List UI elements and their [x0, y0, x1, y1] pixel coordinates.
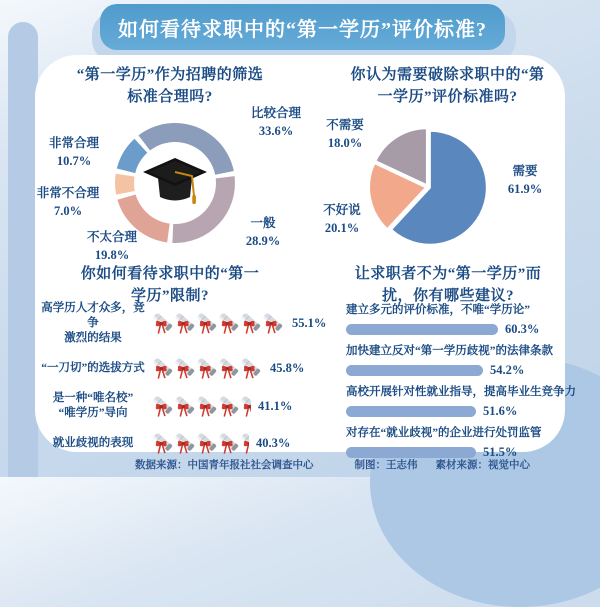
diploma-icon — [153, 355, 175, 382]
pictogram-row-1 — [38, 355, 330, 382]
diploma-icon — [241, 430, 249, 457]
bar-label: 高校开展针对性就业指导，提高毕业生竞争力 — [346, 386, 576, 398]
donut-label-butai-heli: 不太合理 19.8% — [86, 230, 137, 262]
pictogram-row-label: 就业歧视的表现 — [52, 437, 134, 449]
diploma-icon — [175, 310, 197, 337]
bar-row-1 — [346, 344, 564, 378]
title-banner — [100, 4, 505, 50]
bar-row-0 — [346, 303, 564, 337]
diploma-icon — [175, 393, 197, 420]
pictogram-chart-title: 你如何看待求职中的“第一 学历”限制? — [80, 266, 260, 304]
bar-fill — [346, 324, 498, 335]
pictogram-row-icons — [153, 310, 285, 337]
pictogram-row-3 — [38, 430, 330, 457]
pie-chart — [364, 123, 492, 251]
footer-material-source: 素材来源：视觉中心 — [435, 460, 530, 471]
footer — [135, 457, 530, 472]
pictogram-row-icons — [153, 430, 249, 457]
pie-label-buxuyao: 不需要 18.0% — [326, 118, 364, 150]
diploma-icon — [197, 355, 219, 382]
bar-label: 建立多元的评价标准，不唯“学历论” — [346, 304, 530, 316]
diploma-icon — [197, 430, 219, 457]
diploma-icon — [197, 393, 219, 420]
bar-value: 60.3% — [505, 322, 540, 336]
donut-label-yiban: 一般 28.9% — [245, 216, 281, 248]
pictogram-row-label: 是一种“唯名校” “唯学历”导向 — [52, 392, 134, 419]
diploma-icon — [219, 355, 241, 382]
bar-row-2 — [346, 385, 576, 419]
pictogram-row-icons — [153, 355, 263, 382]
diploma-icon — [241, 355, 263, 382]
bar-chart — [346, 303, 576, 467]
pictogram-row-value: 45.8% — [270, 361, 305, 375]
pictogram-chart — [38, 301, 330, 466]
bar-fill — [346, 406, 476, 417]
footer-data-source: 数据来源：中国青年报社社会调查中心 — [135, 460, 314, 471]
pie-label-buhaoshuo: 不好说 20.1% — [323, 203, 361, 235]
pictogram-row-value: 55.1% — [292, 316, 327, 330]
page-title: 如何看待求职中的“第一学历”评价标准? — [118, 18, 487, 41]
pictogram-row-label: “一刀切”的选拔方式 — [41, 362, 145, 374]
diploma-icon — [219, 393, 241, 420]
diploma-icon — [153, 310, 175, 337]
pictogram-row-2 — [38, 391, 330, 421]
graduation-cap-icon — [141, 156, 209, 210]
bar-chart-title: 让求职者不为“第一学历”而 扰，你有哪些建议? — [354, 266, 542, 304]
bar-label: 对存在“就业歧视”的企业进行处罚监管 — [346, 427, 542, 439]
bar-value: 51.5% — [483, 445, 518, 459]
pictogram-row-value: 41.1% — [258, 398, 293, 413]
pictogram-row-icons — [153, 393, 251, 420]
pie-label-xuyao: 需要 61.9% — [507, 164, 543, 196]
diploma-icon — [241, 393, 251, 420]
pictogram-row-label: 高学历人才众多，竞争 激烈的结果 — [41, 302, 145, 344]
diploma-icon — [197, 310, 219, 337]
footer-credit: 制图：王志伟 — [354, 460, 418, 471]
diploma-icon — [175, 355, 197, 382]
donut-label-feichang-buheli: 非常不合理 7.0% — [36, 186, 100, 218]
diploma-icon — [175, 430, 197, 457]
pie-chart-title: 你认为需要破除求职中的“第 一学历”评价标准吗? — [350, 67, 545, 105]
donut-label-bijiao-heli: 比较合理 33.6% — [250, 106, 301, 138]
bar-row-3 — [346, 426, 564, 460]
bar-label: 加快建立反对“第一学历歧视”的法律条款 — [346, 345, 553, 357]
diploma-icon — [153, 393, 175, 420]
pictogram-row-value: 40.3% — [256, 436, 291, 450]
bar-value: 54.2% — [490, 363, 525, 377]
bar-value: 51.6% — [483, 404, 518, 418]
donut-segment-3 — [115, 174, 135, 195]
diploma-icon — [241, 310, 263, 337]
pictogram-row-0 — [38, 301, 330, 346]
donut-label-feichang-heli: 非常合理 10.7% — [48, 136, 99, 168]
donut-chart-title: “第一学历”作为招聘的筛选 标准合理吗? — [76, 67, 264, 105]
bar-fill — [346, 365, 483, 376]
diploma-icon — [263, 310, 285, 337]
diploma-icon — [219, 430, 241, 457]
diploma-icon — [219, 310, 241, 337]
diploma-icon — [153, 430, 175, 457]
left-decorative-band — [8, 22, 38, 477]
